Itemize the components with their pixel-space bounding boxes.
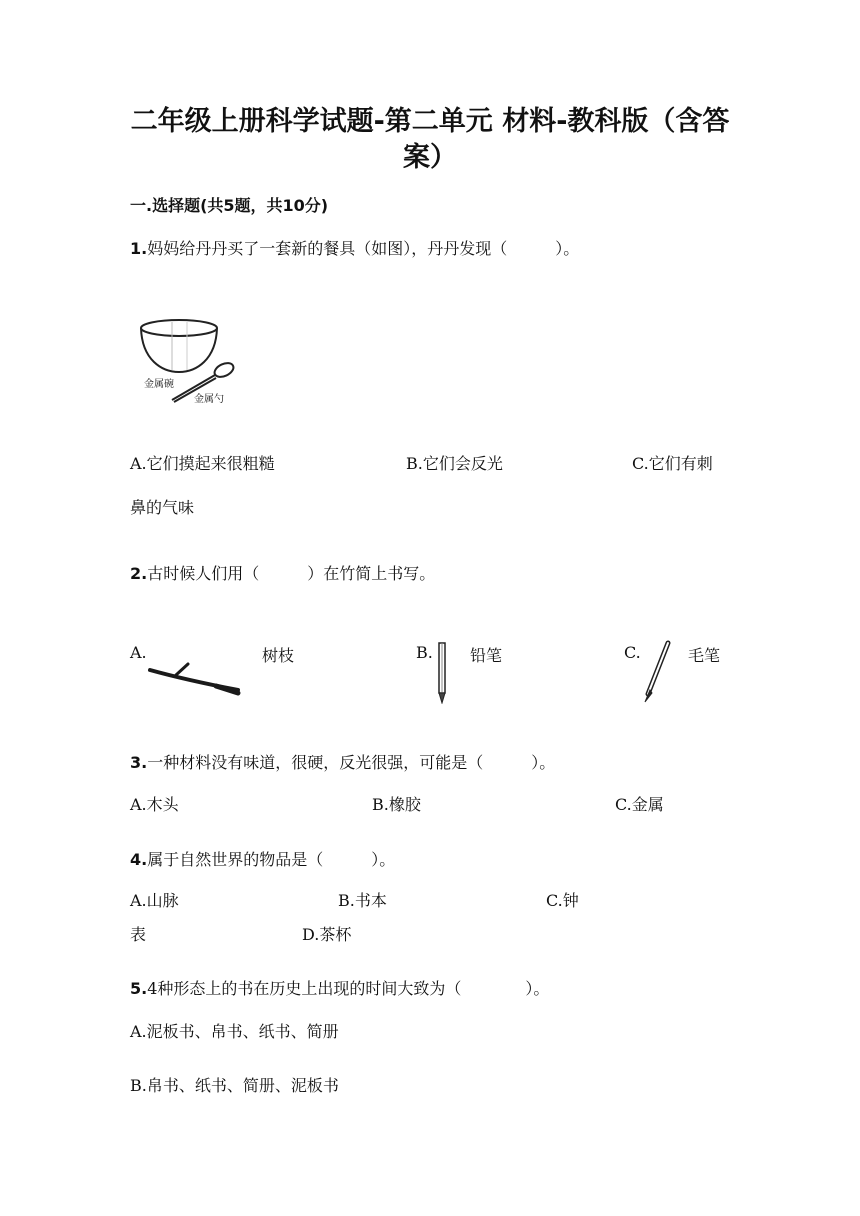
section-heading: 一.选择题(共5题，共10分) [130, 196, 329, 215]
q1-option-b[interactable]: B.它们会反光 [406, 454, 503, 473]
q2-option-c-label[interactable]: 毛笔 [688, 646, 721, 665]
q1-option-c[interactable]: C.它们有刺 [632, 454, 713, 473]
question-number: 5. [130, 979, 148, 998]
q2-option-b-letter[interactable]: B. [416, 643, 433, 662]
question-number: 1. [130, 239, 148, 258]
question-text: 属于自然世界的物品是（ ）。 [147, 850, 396, 869]
q3-option-a[interactable]: A.木头 [130, 795, 179, 814]
twig-icon [146, 660, 242, 700]
pencil-icon [436, 642, 448, 704]
brush-pen-icon [640, 640, 672, 704]
q1-option-a[interactable]: A.它们摸起来很粗糙 [130, 454, 275, 473]
spoon-label: 金属勺 [194, 394, 224, 405]
q4-option-c[interactable]: C.钟 [546, 891, 579, 910]
q2-option-a-label[interactable]: 树枝 [262, 646, 295, 665]
question-number: 4. [130, 850, 148, 869]
question-1 [130, 236, 579, 259]
question-number: 3. [130, 753, 148, 772]
question-text: 妈妈给丹丹买了一套新的餐具（如图），丹丹发现（ ）。 [147, 239, 580, 258]
q4-option-d[interactable]: D.茶杯 [302, 925, 352, 944]
question-text: 4种形态上的书在历史上出现的时间大致为（ ）。 [147, 979, 550, 998]
bowl-label: 金属碗 [144, 379, 174, 390]
q4-option-b[interactable]: B.书本 [338, 891, 387, 910]
document-title-line-1: 二年级上册科学试题-第二单元 材料-教科版（含答 [130, 106, 730, 137]
q3-option-c[interactable]: C.金属 [615, 795, 664, 814]
q1-option-c-continued: 鼻的气味 [130, 498, 195, 517]
q4-option-c-continued: 表 [130, 925, 147, 944]
q2-option-c-letter[interactable]: C. [624, 643, 641, 662]
q5-option-a[interactable]: A.泥板书、帛书、纸书、简册 [130, 1022, 339, 1041]
q2-option-a-letter[interactable]: A. [130, 643, 147, 662]
question-3 [130, 750, 555, 773]
question-4 [130, 847, 395, 870]
q5-option-b[interactable]: B.帛书、纸书、简册、泥板书 [130, 1076, 339, 1095]
q2-option-b-label[interactable]: 铅笔 [470, 646, 503, 665]
question-text: 一种材料没有味道，很硬，反光很强，可能是（ ）。 [147, 753, 556, 772]
q3-option-b[interactable]: B.橡胶 [372, 795, 421, 814]
document-title-line-2: 案） [403, 142, 457, 173]
q4-option-a[interactable]: A.山脉 [130, 891, 179, 910]
bowl-and-spoon-illustration [132, 312, 250, 410]
question-2 [130, 561, 435, 584]
question-5 [130, 976, 549, 999]
question-text: 古时候人们用（ ）在竹简上书写。 [147, 564, 436, 583]
metal-bowl-icon [141, 320, 217, 372]
question-number: 2. [130, 564, 148, 583]
